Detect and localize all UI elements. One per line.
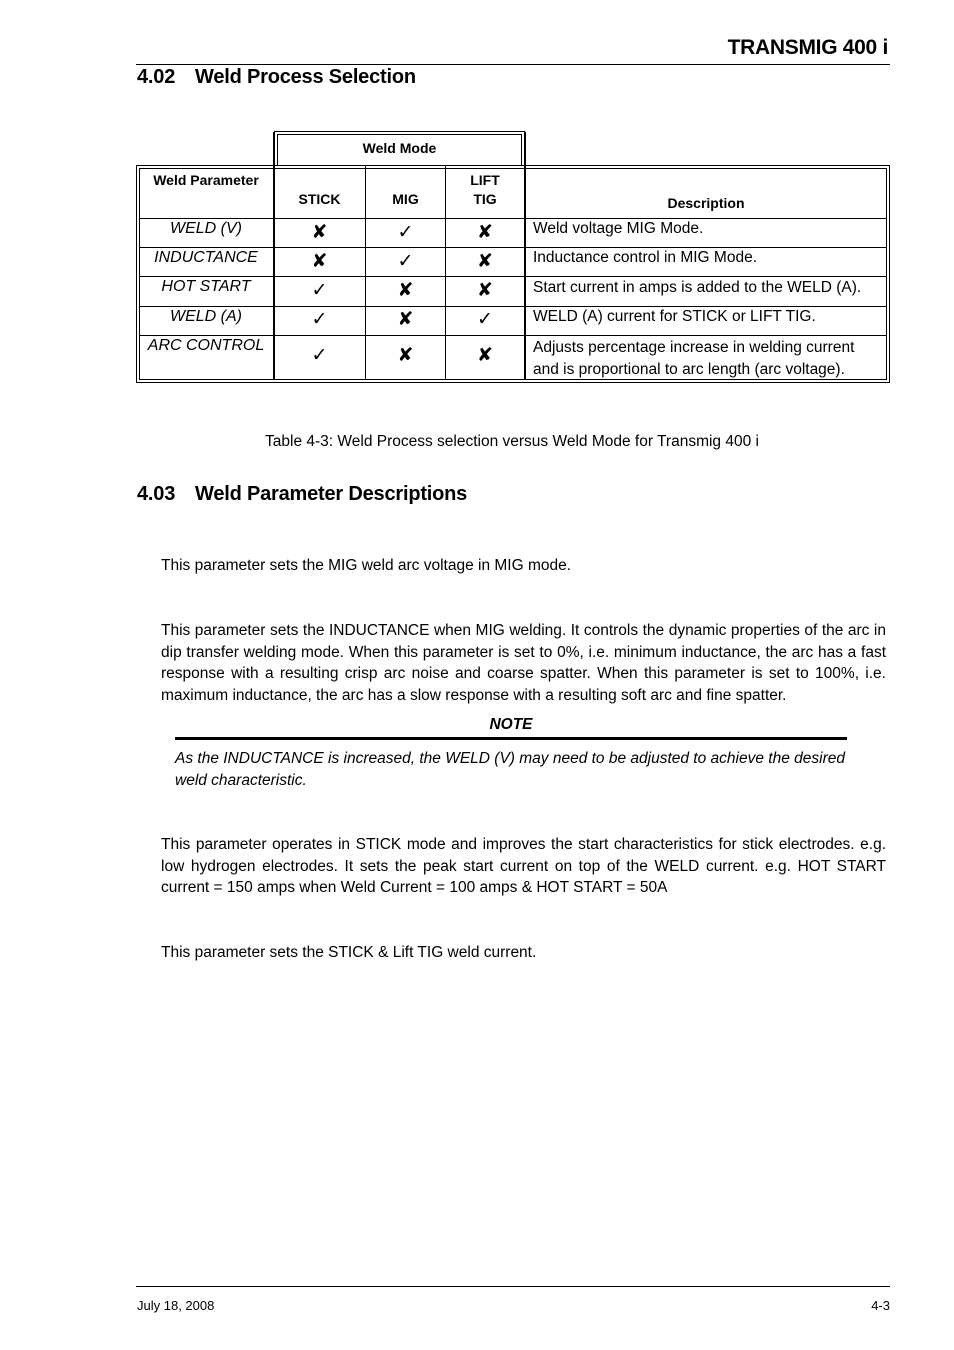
row-description: Start current in amps is added to the WELD (A). xyxy=(533,279,862,296)
page-number: 4-3 xyxy=(871,1298,890,1313)
lift-tig-mark: ✘ xyxy=(477,222,493,243)
section-title: Weld Parameter Descriptions xyxy=(195,483,468,505)
row-description-line: and is proportional to arc length (arc voltage). xyxy=(533,361,845,378)
stick-mark: ✓ xyxy=(311,280,328,301)
row-divider xyxy=(139,276,887,277)
footer-date: July 18, 2008 xyxy=(137,1298,215,1313)
section-heading-4-03 xyxy=(137,483,467,506)
col-header-description: Description xyxy=(667,195,745,211)
row-description: Weld voltage MIG Mode. xyxy=(533,220,704,237)
col-header-lift: LIFT xyxy=(470,172,500,188)
header-rule xyxy=(136,64,890,65)
col-header-stick: STICK xyxy=(298,191,341,207)
row-param: HOT START xyxy=(161,278,251,295)
row-description xyxy=(525,337,887,381)
lift-tig-mark: ✘ xyxy=(477,345,493,366)
row-param: ARC CONTROL xyxy=(147,337,265,354)
stick-mark: ✘ xyxy=(311,251,328,272)
note-text: As the INDUCTANCE is increased, the WELD (V) may need to be adjusted to achieve the desired weld characteristic. xyxy=(175,750,845,789)
lift-tig-mark: ✘ xyxy=(477,251,493,272)
document-title: TRANSMIG 400 i xyxy=(727,36,888,59)
note-title: NOTE xyxy=(489,716,533,733)
table-caption: Table 4-3: Weld Process selection versus Weld Mode for Transmig 400 i xyxy=(265,433,759,450)
lift-tig-mark: ✘ xyxy=(477,280,493,301)
mig-mark: ✘ xyxy=(397,309,414,330)
row-description: WELD (A) current for STICK or LIFT TIG. xyxy=(533,308,816,325)
col-header-tig: TIG xyxy=(473,191,497,207)
mig-mark: ✘ xyxy=(397,345,414,366)
group-header-label: Weld Mode xyxy=(362,140,437,156)
mig-mark: ✓ xyxy=(397,251,414,272)
row-divider xyxy=(139,247,887,248)
col-header-mig: MIG xyxy=(392,191,419,207)
row-description: Inductance control in MIG Mode. xyxy=(533,249,758,266)
stick-mark: ✓ xyxy=(311,345,328,366)
stick-mark: ✓ xyxy=(311,309,328,330)
row-divider xyxy=(139,306,887,307)
row-param: INDUCTANCE xyxy=(154,249,258,266)
col-header-lift-tig xyxy=(446,171,524,209)
section-number: 4.03 xyxy=(137,483,176,505)
section-heading-4-02 xyxy=(137,66,416,89)
note-rule xyxy=(175,737,847,740)
row-description-line: Adjusts percentage increase in welding current xyxy=(533,339,855,356)
section-number: 4.02 xyxy=(137,66,176,88)
paragraph-hot-start: This parameter operates in STICK mode and improves the start characteristics for stick electrodes. e.g. low hydrogen electrodes. It sets the peak start current on top of the WELD current. e.g. HOT START current = 150 amps when Weld Current = 100 amps & HOT START = 50A xyxy=(161,836,886,896)
mig-mark: ✘ xyxy=(397,280,414,301)
section-title: Weld Process Selection xyxy=(195,66,416,88)
paragraph-weld-a: This parameter sets the STICK & Lift TIG weld current. xyxy=(161,944,537,961)
row-divider xyxy=(139,218,887,219)
stick-mark: ✘ xyxy=(311,222,328,243)
footer-rule xyxy=(136,1286,890,1287)
paragraph-inductance: This parameter sets the INDUCTANCE when MIG welding. It controls the dynamic properties of the arc in dip transfer welding mode. When this parameter is set to 0%, i.e. minimum inductance, the arc has a fast response with a resulting crisp arc noise and coarse spatter. When this parameter is set to 100%, i.e. maximum inductance, the arc has a slow response with a resulting soft arc and fine spatter. xyxy=(161,622,886,704)
row-param: WELD (A) xyxy=(170,308,242,325)
row-divider xyxy=(139,335,887,336)
mig-mark: ✓ xyxy=(397,222,414,243)
lift-tig-mark: ✓ xyxy=(477,309,493,330)
paragraph-weld-v: This parameter sets the MIG weld arc voltage in MIG mode. xyxy=(161,557,572,574)
col-header-weld-parameter: Weld Parameter xyxy=(153,172,259,188)
row-param: WELD (V) xyxy=(170,220,242,237)
